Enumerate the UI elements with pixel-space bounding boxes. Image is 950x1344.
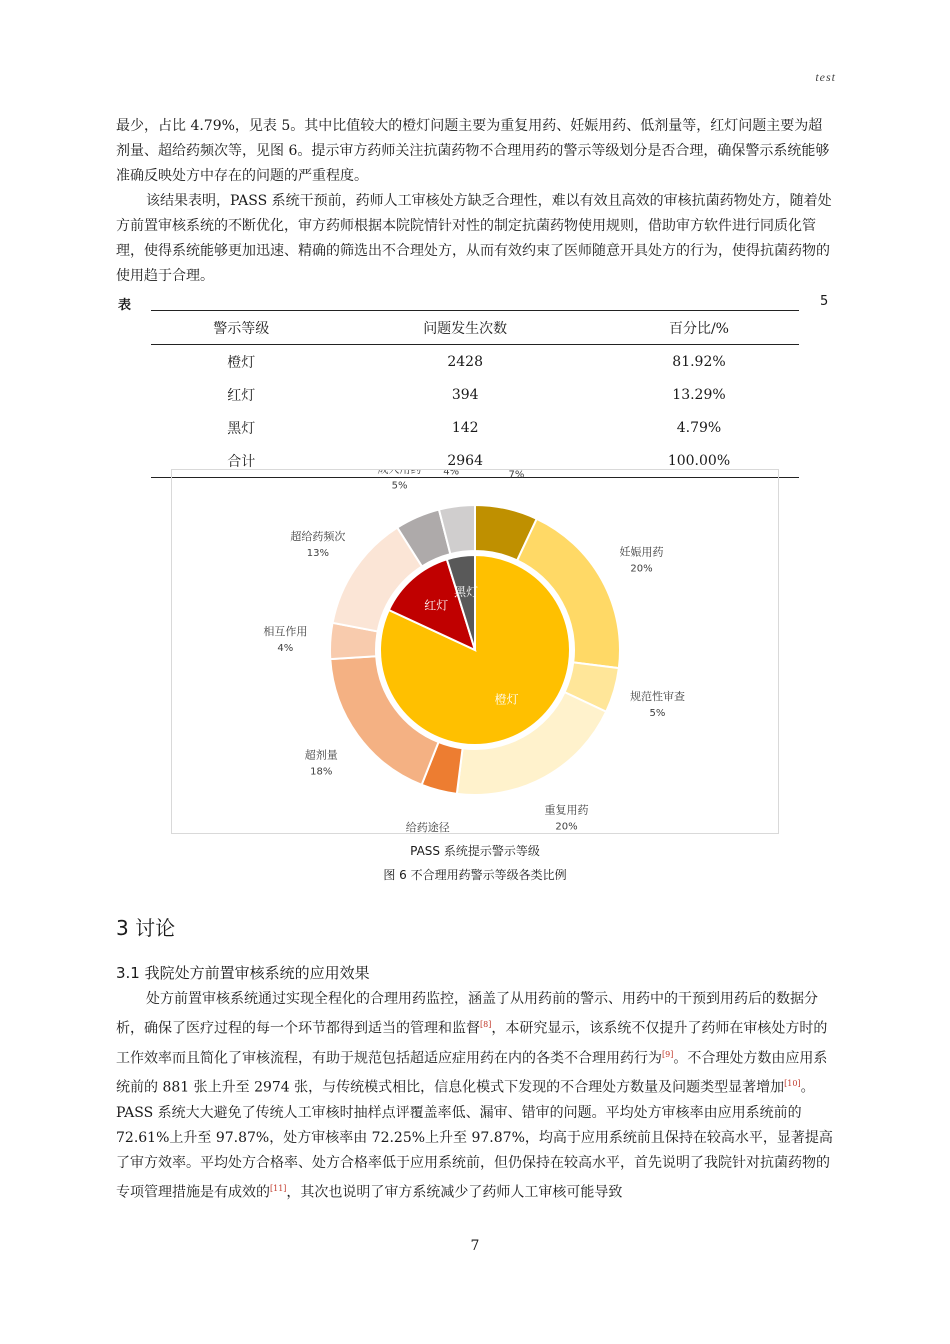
outer-slice-label: 给药途径 [405, 821, 450, 833]
table-cell: 黑灯 [227, 420, 256, 437]
table-cell: 13.29% [672, 386, 726, 403]
table-row [151, 411, 799, 444]
figure-caption: 图 6 不合理用药警示等级各类比例 [383, 868, 567, 882]
table-cell: 4.79% [676, 419, 722, 436]
outer-slice-label [378, 470, 422, 476]
inner-slice-label: 黑灯 [454, 584, 479, 599]
outer-slice-label: 重复用药 [544, 803, 589, 817]
paragraph-1: 最少，占比 4.79%，见表 5。其中比值较大的橙灯问题主要为重复用药、妊娠用药、低剂量等，红灯问题主要为超剂量、超给药频次等，见图 6。提示审方药师关注抗菌药物不合理用药的警示等级划分是否合理，确保警示系统能够准确反映处方中存在的问题的严重程度。 [116, 118, 830, 184]
outer-slice-label: 超给药频次 [290, 530, 346, 544]
outer-slice-label: 妊娠用药 [619, 545, 664, 559]
section-heading: 3 讨论 [116, 916, 176, 940]
inner-slice-label: 橙灯 [494, 692, 519, 707]
table-cell: 红灯 [227, 387, 256, 404]
paragraph-2: 该结果表明，PASS 系统干预前，药师人工审核处方缺乏合理性，难以有效且高效的审核抗菌药物处方，随着处方前置审核系统的不断优化，审方药师根据本院院情针对性的制定抗菌药物使用规则，借助审方软件进行同质化管理，使得系统能够更加迅速、精确的筛选出不合理处方，从而有效约束了医师随意开具处方的行为，使得抗菌药物的使用趋于合理。 [116, 193, 832, 284]
outer-slice-label: 规范性审查 [629, 690, 685, 704]
warning-level-table [151, 310, 799, 478]
table-cell: 合计 [151, 444, 331, 478]
chart-frame [171, 469, 779, 834]
outer-slice-percent: 5% [649, 708, 666, 720]
table-cell: 100.00% [599, 444, 799, 478]
chart-title: PASS 系统提示警示等级 [410, 844, 540, 858]
outer-slice-percent: 18% [310, 766, 333, 778]
outer-slice-percent: 13% [306, 548, 329, 560]
citation: [9] [662, 1049, 674, 1059]
subsection-heading: 3.1 我院处方前置审核系统的应用效果 [116, 964, 370, 982]
column-header: 百分比/% [599, 311, 799, 345]
column-header: 问题发生次数 [331, 311, 599, 345]
inner-slice-label: 红灯 [424, 598, 449, 613]
page-number: 7 [470, 1238, 480, 1254]
outer-slice-label: 相互作用 [263, 625, 308, 639]
citation: [11] [270, 1183, 287, 1193]
table-row [151, 345, 799, 379]
table-cell: 394 [451, 386, 479, 403]
table-row [151, 378, 799, 411]
table-cell: 橙灯 [227, 354, 256, 371]
outer-slice-percent: 4% [277, 643, 294, 655]
outer-slice-percent: 20% [630, 563, 653, 575]
outer-slice-percent: 4% [443, 470, 460, 478]
outer-slice-percent: 20% [555, 821, 578, 833]
outer-slice-percent: 7% [508, 470, 525, 481]
running-header: test [815, 70, 836, 84]
outer-slice-percent: 5% [391, 480, 408, 492]
column-header: 警示等级 [151, 311, 331, 345]
citation: [10] [784, 1079, 801, 1089]
table-cell: 142 [451, 419, 479, 436]
table-caption: 表 [118, 298, 132, 313]
paragraph-3: 处方前置审核系统通过实现全程化的合理用药监控，涵盖了从用药前的警示、用药中的干预到用药后的数据分析，确保了医疗过程的每一个环节都得到适当的管理和监督[8]，本研究显示，该系统不仅提升了药师在审核处方时的工作效率而且简化了审核流程，有助于规范包括超适应症用药在内的各类不合理用药行为[9]。不合理处方数由应用系统前的 881 张上升至 2974 张，与传统模式相比，信息化模式下发现的不合理处方数量及问题类型显著增加[10]。PASS 系统大大避免了传统人工审核时抽样点评覆盖率低、漏审、错审的问题。平均处方审核率由应用系统前的 72.61%上升至 97.87%，处方审核率由 72.25%上升至 97.87%，均高于应用系统前且保持在较高水平，显著提高了审方效率。平均处方合格率、处方合格率低于应用系统前，但仍保持在较高水平，首先说明了我院针对抗菌药物的专项管理措施是有成效的[11]，其次也说明了审方系统减少了药师人工审核可能导致 [116, 991, 833, 1201]
table-number: 5 [820, 294, 829, 309]
table-cell: 2964 [331, 444, 599, 478]
warning-level-donut-chart [172, 470, 778, 833]
table-cell: 2428 [447, 353, 483, 370]
table-cell: 81.92% [672, 353, 726, 370]
table-header-row [151, 311, 799, 345]
citation: [8] [480, 1020, 492, 1029]
outer-slice-label: 超剂量 [304, 748, 338, 762]
